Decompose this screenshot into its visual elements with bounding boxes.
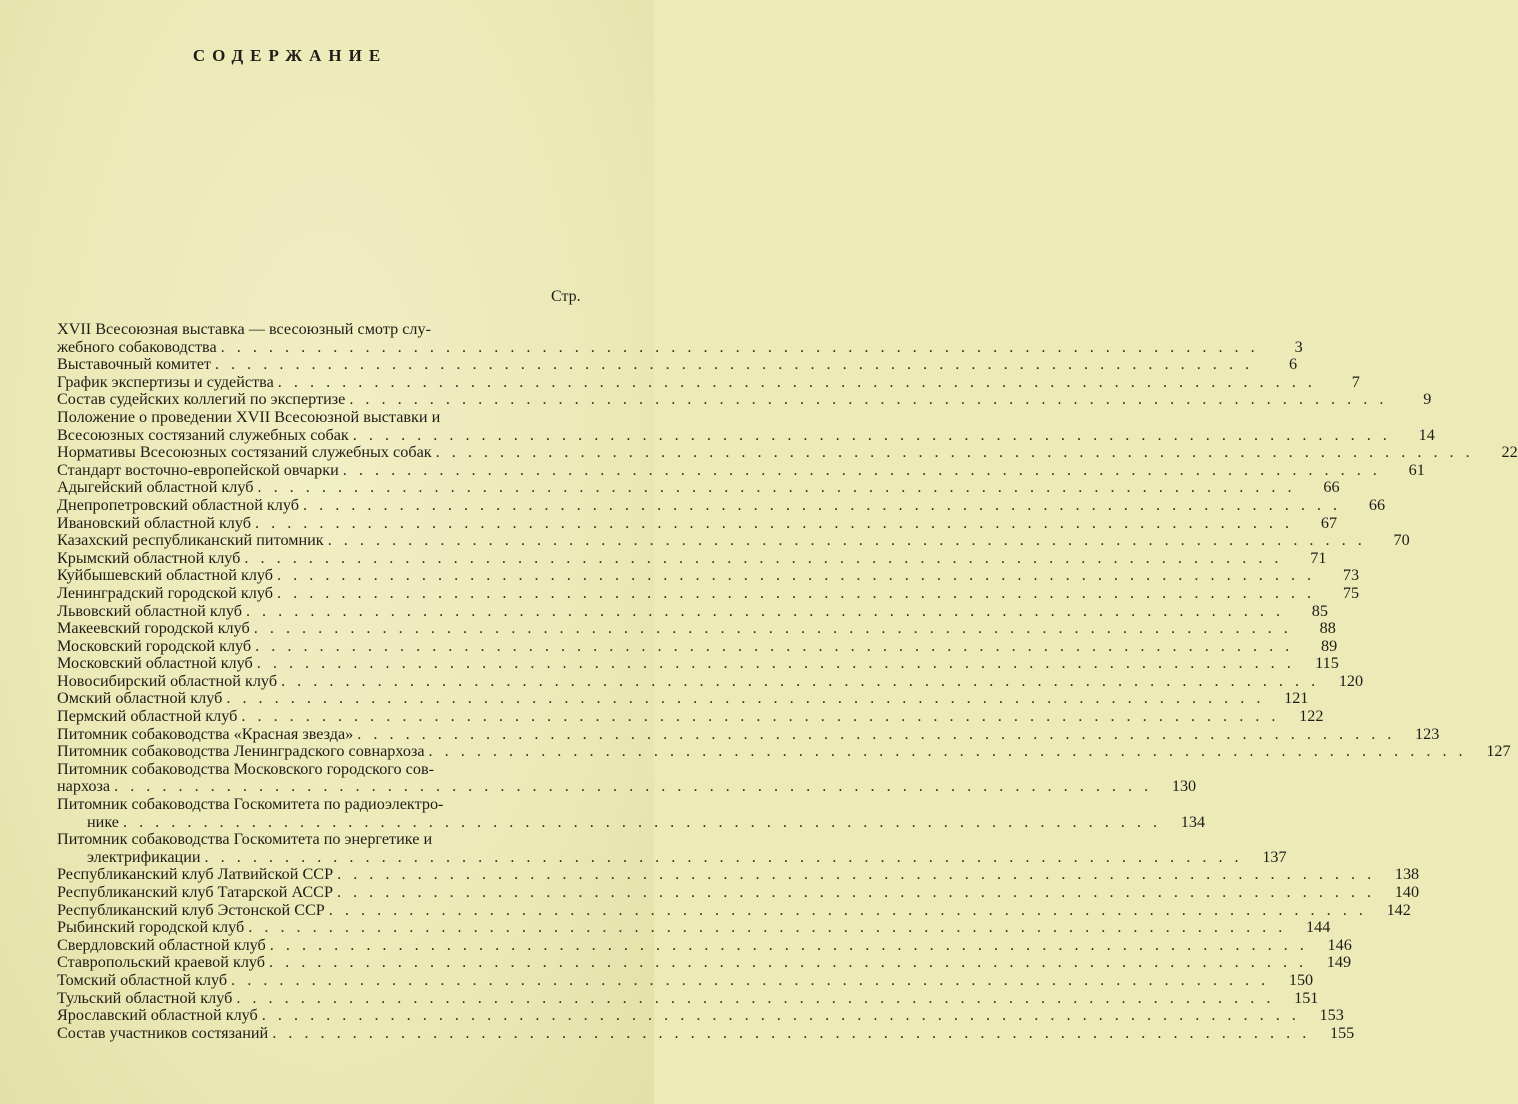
toc-entry-row [57, 372, 1360, 392]
dot-leader [240, 550, 1282, 568]
toc-entry [57, 935, 1352, 955]
dot-leader [353, 726, 1395, 744]
toc-page-number: 144 [1306, 918, 1331, 937]
toc-entry-text: Московский областной клуб [57, 654, 253, 673]
dot-leader [274, 374, 1316, 392]
toc-entry-text: Стандарт восточно-европейской овчарки [57, 460, 339, 479]
dot-leader [299, 497, 1341, 515]
toc-entry-text: График экспертизы и судейства [57, 372, 274, 391]
dot-leader [266, 937, 1308, 955]
toc-page-number: 67 [1320, 513, 1338, 532]
toc-entry-text: Питомник собаководства Московского городского сов- [57, 759, 434, 778]
toc-entry-text: Московский городской клуб [57, 636, 252, 655]
toc-page-number: 146 [1327, 935, 1352, 954]
toc-entry-row [57, 742, 1511, 761]
toc-entry [57, 355, 1298, 374]
toc-entry [57, 865, 1420, 884]
toc-entry-text: Куйбышевский областной клуб [57, 566, 274, 585]
toc-entry [57, 495, 1386, 515]
toc-page-number: 134 [1180, 812, 1206, 831]
toc-entry-row [57, 671, 1364, 691]
dot-leader [250, 620, 1292, 638]
toc-entry [57, 883, 1420, 902]
dot-leader [277, 673, 1319, 691]
toc-entry-row [57, 566, 1360, 585]
toc-page-number: 3 [1294, 337, 1303, 356]
toc-entry [57, 320, 1303, 356]
page-column-label: Стр. [551, 288, 581, 305]
toc-entry-row [57, 460, 1425, 480]
toc-page-number: 115 [1315, 654, 1339, 673]
toc-entry [57, 724, 1440, 744]
toc-entry [57, 970, 1314, 990]
toc-entry-text: жебного собаководства [57, 337, 217, 356]
dot-leader [244, 919, 1286, 937]
toc-entry-row [57, 355, 1298, 374]
toc-entry-row [57, 1006, 1344, 1025]
toc-entry-row [57, 654, 1339, 673]
toc-page-number: 123 [1415, 724, 1440, 743]
toc-entry-row [57, 724, 1440, 744]
toc-page-number: 137 [1262, 847, 1287, 866]
toc-entry [57, 390, 1432, 409]
toc-page-number: 138 [1394, 865, 1420, 884]
toc-entry-text: Ивановский областной клуб [57, 513, 252, 532]
toc-entry-text: Днепропетровский областной клуб [57, 495, 299, 514]
toc-page-number: 150 [1288, 970, 1314, 989]
toc-entry-row [57, 988, 1319, 1008]
toc-entry-text: Положение о проведении XVII Всесоюзной выставки и [57, 407, 441, 426]
toc-entry-row [57, 970, 1314, 990]
dot-leader [227, 972, 1269, 990]
toc-page-number: 71 [1310, 548, 1327, 567]
toc-page-number: 88 [1319, 619, 1336, 638]
toc-entry-row [57, 443, 1518, 462]
toc-entry-text: Состав участников состязаний [57, 1023, 269, 1042]
toc-page-number: 61 [1408, 460, 1425, 479]
toc-entry-text: Тульский областной клуб [57, 988, 233, 1007]
dot-leader [345, 391, 1387, 409]
toc-entry-row [57, 1023, 1355, 1043]
toc-entry [57, 1023, 1355, 1043]
toc-entry [57, 654, 1339, 673]
toc-page-number: 14 [1418, 425, 1435, 444]
toc-entry-text: Макеевский городской клуб [57, 619, 250, 638]
toc-page-number: 120 [1338, 671, 1364, 690]
toc-entry-text: Новосибирский областной клуб [57, 671, 278, 690]
toc-entry [57, 513, 1338, 533]
toc-entry [57, 531, 1410, 550]
dot-leader [265, 954, 1307, 972]
toc-entry-text: Состав судейских коллегий по экспертизе [57, 390, 346, 409]
dot-leader [324, 532, 1366, 550]
toc-entry-row [57, 900, 1411, 920]
dot-leader [242, 603, 1284, 621]
toc-page-number: 73 [1342, 566, 1360, 585]
toc-entry-row [57, 478, 1340, 497]
toc-page-number: 9 [1423, 390, 1432, 409]
toc-page-number: 66 [1323, 478, 1340, 497]
toc-entry-text: Всесоюзных состязаний служебных собак [57, 425, 349, 444]
toc-entry-row [57, 390, 1432, 409]
toc-entry-text: Пермский областной клуб [57, 707, 238, 726]
toc-entry [57, 636, 1338, 656]
toc-page-number: 89 [1321, 636, 1338, 655]
toc-page-number: 155 [1329, 1023, 1355, 1042]
dot-leader [251, 638, 1293, 656]
toc-entry-row [57, 337, 1303, 357]
toc-entry-text: электрификации [87, 847, 201, 866]
dot-leader [268, 1025, 1310, 1043]
toc-entry [57, 830, 1287, 866]
toc-page-number: 122 [1299, 707, 1324, 726]
toc-page-number: 153 [1319, 1006, 1344, 1025]
toc-entry [57, 566, 1360, 585]
dot-leader [211, 356, 1253, 374]
dot-leader [201, 849, 1243, 867]
toc-entry-row [57, 935, 1352, 955]
toc-entry-row [57, 689, 1309, 708]
table-of-contents [57, 320, 1518, 1042]
toc-entry-text: XVII Всесоюзная выставка — всесоюзный смотр слу- [57, 320, 431, 338]
dot-leader [273, 567, 1315, 585]
toc-entry-row [57, 918, 1331, 937]
toc-entry-row [57, 777, 1197, 796]
toc-entry-text: Томский областной клуб [57, 970, 228, 989]
toc-entry [57, 707, 1324, 726]
toc-entry-text: Питомник собаководства Госкомитета по энергетике и [57, 830, 433, 849]
toc-page-number: 66 [1368, 495, 1386, 514]
toc-page-number: 22 [1501, 443, 1518, 462]
dot-leader [110, 778, 1152, 796]
toc-page-number: 151 [1294, 988, 1319, 1007]
toc-entry-text: Казахский республиканский питомник [57, 531, 324, 550]
toc-page-number: 127 [1486, 742, 1511, 761]
dot-leader [333, 866, 1375, 884]
toc-entry-text: Питомник собаководства «Красная звезда» [57, 724, 354, 743]
toc-entry-text: нархоза [57, 777, 111, 796]
toc-entry-row [57, 548, 1327, 568]
dot-leader [325, 902, 1367, 920]
dot-leader [217, 339, 1259, 357]
toc-page-number: 149 [1326, 953, 1352, 972]
toc-entry [57, 548, 1327, 568]
toc-entry-row [57, 495, 1386, 515]
toc-entry [57, 795, 1206, 831]
toc-entry-row [57, 707, 1324, 726]
dot-leader [251, 515, 1293, 533]
toc-entry-text: Питомник собаководства Госкомитета по радиоэлектро- [57, 795, 444, 814]
toc-page-number: 70 [1393, 531, 1410, 550]
toc-entry-text: Львовский областной клуб [57, 601, 242, 620]
toc-page-number: 7 [1351, 372, 1360, 391]
toc-entry [57, 443, 1518, 462]
toc-entry-row [57, 865, 1420, 884]
toc-entry [57, 742, 1511, 761]
toc-entry [57, 689, 1309, 708]
toc-entry [57, 759, 1197, 796]
toc-page-number: 142 [1386, 900, 1411, 919]
toc-entry-text: Ярославский областной клуб [57, 1006, 258, 1025]
toc-page-number: 85 [1311, 601, 1328, 620]
toc-entry-row [57, 636, 1338, 656]
toc-entry-row [57, 953, 1352, 972]
toc-entry [57, 900, 1411, 920]
dot-leader [432, 444, 1474, 462]
toc-page-number: 75 [1342, 583, 1360, 602]
toc-entry-row [57, 883, 1420, 902]
toc-entry-text: Выставочный комитет [57, 355, 211, 374]
dot-leader [253, 479, 1295, 497]
toc-page-number: 130 [1171, 777, 1197, 796]
toc-entry-text: Республиканский клуб Татарской АССР [57, 883, 333, 901]
toc-entry [57, 601, 1328, 621]
toc-entry-text: Рыбинский городской клуб [57, 918, 245, 937]
toc-entry [57, 583, 1360, 603]
toc-entry-row [57, 513, 1338, 533]
dot-leader [339, 462, 1381, 480]
toc-entry [57, 953, 1352, 972]
toc-entry-text: Адыгейский областной клуб [57, 478, 254, 497]
toc-entry-row [57, 812, 1206, 832]
toc-entry-text: Нормативы Всесоюзных состязаний служебных собак [57, 443, 432, 462]
toc-entry [57, 478, 1340, 497]
toc-entry-text: Республиканский клуб Латвийской ССР [57, 865, 334, 884]
dot-leader [237, 708, 1279, 726]
toc-entry-text: Омский областной клуб [57, 689, 223, 708]
dot-leader [119, 814, 1161, 832]
page-title: СОДЕРЖАНИЕ [192, 46, 388, 65]
dot-leader [333, 884, 1375, 902]
dot-leader [258, 1007, 1300, 1025]
toc-entry [57, 1006, 1344, 1025]
dot-leader [232, 990, 1274, 1008]
toc-entry-row [57, 847, 1287, 867]
toc-entry [57, 619, 1336, 638]
dot-leader [273, 585, 1315, 603]
toc-entry-row [57, 601, 1328, 621]
dot-leader [253, 655, 1295, 673]
toc-entry [57, 671, 1364, 691]
toc-entry [57, 372, 1360, 392]
toc-page-number: 140 [1394, 883, 1420, 901]
toc-entry-row [57, 425, 1435, 445]
toc-entry-text: Ставропольский краевой клуб [57, 953, 266, 972]
toc-entry [57, 407, 1435, 444]
toc-entry-row [57, 583, 1360, 603]
toc-entry [57, 918, 1331, 937]
dot-leader [425, 743, 1467, 761]
toc-entry [57, 988, 1319, 1008]
toc-entry-text: Республиканский клуб Эстонской ССР [57, 900, 325, 919]
toc-page-number: 6 [1288, 355, 1298, 374]
toc-entry-text: Крымский областной клуб [57, 548, 241, 567]
dot-leader [222, 690, 1264, 708]
dot-leader [349, 427, 1391, 445]
toc-entry-text: нике [87, 812, 119, 831]
toc-page-number: 121 [1284, 689, 1309, 708]
toc-entry-text: Питомник собаководства Ленинградского совнархоза [57, 742, 425, 761]
toc-entry-text: Ленинградский городской клуб [57, 583, 273, 602]
toc-entry-row [57, 531, 1410, 550]
toc-entry [57, 460, 1425, 480]
toc-entry-text: Свердловский областной клуб [57, 935, 266, 954]
toc-entry-row [57, 619, 1336, 638]
